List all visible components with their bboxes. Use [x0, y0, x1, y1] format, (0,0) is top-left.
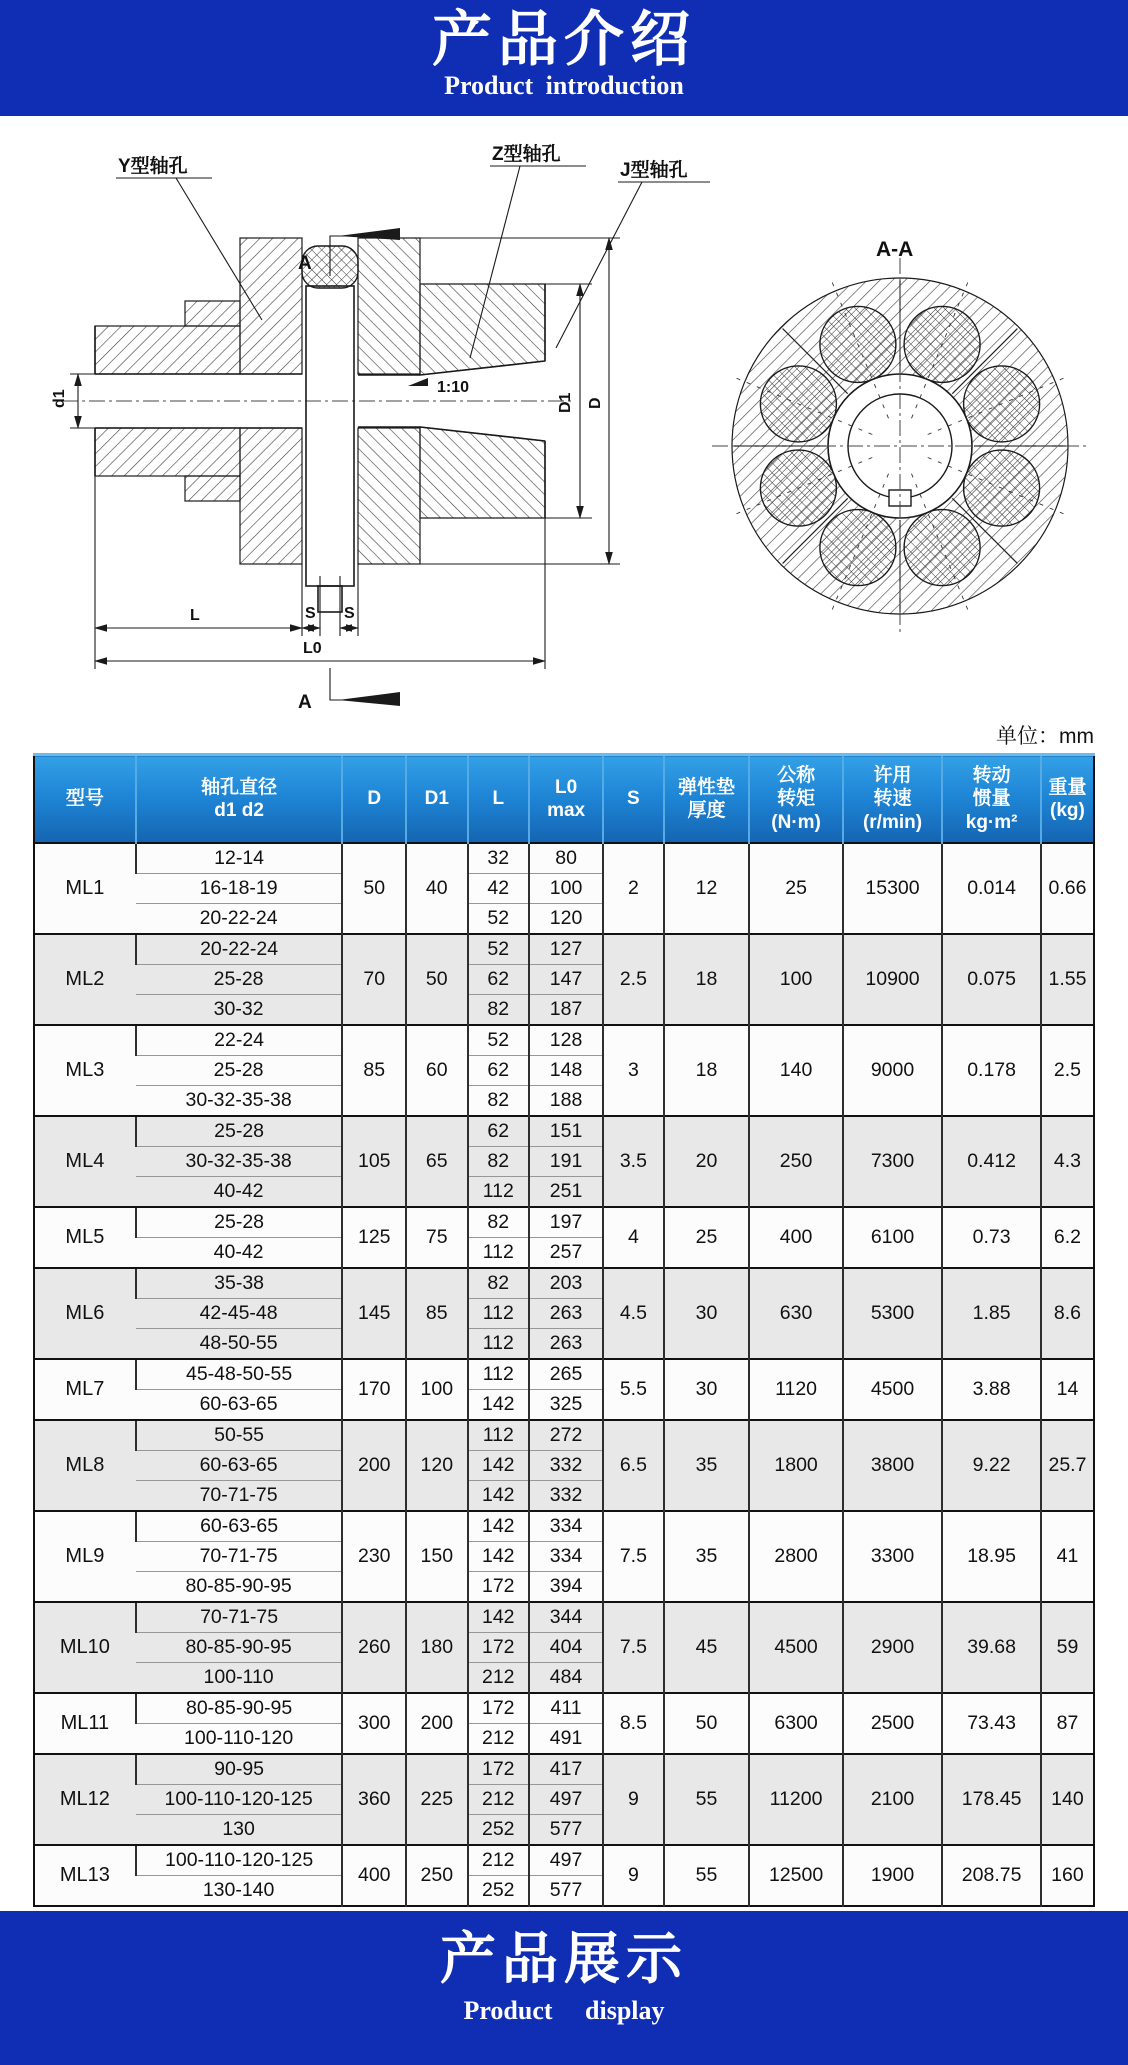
table-cell: 60 [406, 1025, 467, 1116]
table-cell: 225 [406, 1754, 467, 1845]
col-header-8: 公称 转矩 (N·m) [749, 755, 842, 844]
table-row [34, 1511, 1094, 1542]
table-cell: 142 [468, 1542, 529, 1572]
table-cell: 491 [529, 1724, 603, 1755]
table-cell: 170 [342, 1359, 406, 1420]
table-cell: 35-38 [136, 1268, 343, 1299]
table-cell: 12500 [749, 1845, 842, 1906]
table-cell: 212 [468, 1785, 529, 1815]
table-cell: 42-45-48 [136, 1299, 343, 1329]
table-cell: 18.95 [942, 1511, 1041, 1602]
table-cell: 52 [468, 1025, 529, 1056]
table-cell: 151 [529, 1116, 603, 1147]
table-cell: 112 [468, 1420, 529, 1451]
table-cell: 251 [529, 1177, 603, 1208]
table-cell: 80-85-90-95 [136, 1572, 343, 1603]
left-section-view [51, 142, 710, 713]
table-row [34, 1025, 1094, 1056]
table-cell: 9.22 [942, 1420, 1041, 1511]
table-cell: 100-110-120-125 [136, 1785, 343, 1815]
table-cell: 73.43 [942, 1693, 1041, 1754]
table-row [34, 843, 1094, 874]
table-cell: 178.45 [942, 1754, 1041, 1845]
table-cell: 4 [603, 1207, 663, 1268]
table-cell: 80-85-90-95 [136, 1633, 343, 1663]
table-cell: 75 [406, 1207, 467, 1268]
table-cell: 3300 [843, 1511, 943, 1602]
table-cell: 3800 [843, 1420, 943, 1511]
table-cell: 30 [664, 1359, 750, 1420]
table-cell: 14 [1041, 1359, 1094, 1420]
right-hub-top [420, 284, 545, 375]
table-cell: 40-42 [136, 1177, 343, 1208]
table-cell: 25-28 [136, 965, 343, 995]
table-cell: 250 [406, 1845, 467, 1906]
left-collar-top [185, 301, 240, 326]
table-cell: 60-63-65 [136, 1511, 343, 1542]
table-cell: 70-71-75 [136, 1542, 343, 1572]
table-cell: 4.5 [603, 1268, 663, 1359]
table-cell: 6.5 [603, 1420, 663, 1511]
table-cell: 112 [468, 1177, 529, 1208]
table-cell: 52 [468, 904, 529, 935]
table-cell: 0.412 [942, 1116, 1041, 1207]
table-cell: 130 [136, 1815, 343, 1846]
table-row [34, 1693, 1094, 1724]
table-cell: 142 [468, 1481, 529, 1512]
table-cell: 250 [749, 1116, 842, 1207]
table-cell: 7300 [843, 1116, 943, 1207]
table-cell: 35 [664, 1511, 750, 1602]
table-cell: 90-95 [136, 1754, 343, 1785]
left-collar-bottom [185, 476, 240, 501]
table-cell: 212 [468, 1724, 529, 1755]
table-cell: 45 [664, 1602, 750, 1693]
table-cell: 400 [749, 1207, 842, 1268]
table-cell: 6.2 [1041, 1207, 1094, 1268]
table-cell: 25-28 [136, 1207, 343, 1238]
spec-table-body [34, 843, 1094, 1906]
col-header-2: D [342, 755, 406, 844]
table-cell: 1.55 [1041, 934, 1094, 1025]
table-cell: 2100 [843, 1754, 943, 1845]
right-flange-bottom [358, 428, 420, 564]
table-cell: 1900 [843, 1845, 943, 1906]
table-cell: 188 [529, 1086, 603, 1117]
table-cell: 20-22-24 [136, 934, 343, 965]
table-cell: ML5 [34, 1207, 136, 1268]
table-cell: 80 [529, 843, 603, 874]
table-cell: 212 [468, 1663, 529, 1694]
table-cell: 120 [406, 1420, 467, 1511]
spec-table-head [34, 755, 1094, 844]
table-cell: 150 [406, 1511, 467, 1602]
table-cell: 10900 [843, 934, 943, 1025]
aa-view-label: A-A [876, 238, 914, 261]
table-cell: 272 [529, 1420, 603, 1451]
table-cell: 7.5 [603, 1602, 663, 1693]
table-cell: 6100 [843, 1207, 943, 1268]
table-cell: 55 [664, 1845, 750, 1906]
table-cell: 62 [468, 1116, 529, 1147]
table-cell: 82 [468, 1207, 529, 1238]
table-cell: 9 [603, 1754, 663, 1845]
table-row [34, 1420, 1094, 1451]
table-cell: 2.5 [603, 934, 663, 1025]
dim-S-label: S [344, 605, 355, 622]
dim-L-label: L [190, 607, 200, 624]
table-cell: 25 [664, 1207, 750, 1268]
table-cell: 172 [468, 1754, 529, 1785]
z-bore-label: Z型轴孔 [492, 144, 561, 165]
table-cell: 15300 [843, 843, 943, 934]
table-cell: 260 [342, 1602, 406, 1693]
col-header-3: D1 [406, 755, 467, 844]
table-cell: 172 [468, 1633, 529, 1663]
table-cell: 20-22-24 [136, 904, 343, 935]
table-cell: 20 [664, 1116, 750, 1207]
dim-d1-label: d1 [51, 389, 68, 408]
table-cell: 325 [529, 1390, 603, 1421]
table-cell: 39.68 [942, 1602, 1041, 1693]
table-row [34, 1268, 1094, 1299]
table-cell: 411 [529, 1693, 603, 1724]
table-row [34, 1207, 1094, 1238]
table-cell: 48-50-55 [136, 1329, 343, 1360]
table-cell: 344 [529, 1602, 603, 1633]
table-cell: 45-48-50-55 [136, 1359, 343, 1390]
table-cell: 9000 [843, 1025, 943, 1116]
table-cell: 70 [342, 934, 406, 1025]
table-cell: 4500 [749, 1602, 842, 1693]
table-cell: 120 [529, 904, 603, 935]
table-cell: 2800 [749, 1511, 842, 1602]
table-cell: 0.73 [942, 1207, 1041, 1268]
top-banner [0, 0, 1128, 116]
left-hub-bottom [95, 428, 240, 476]
technical-drawing [0, 116, 1128, 723]
table-cell: 1120 [749, 1359, 842, 1420]
table-cell: 6300 [749, 1693, 842, 1754]
table-row [34, 1359, 1094, 1390]
table-cell: 577 [529, 1876, 603, 1907]
table-cell: 334 [529, 1511, 603, 1542]
aa-section-view [712, 238, 1088, 634]
page-title: 产品介绍 [432, 6, 696, 73]
table-cell: 0.66 [1041, 843, 1094, 934]
table-cell: 263 [529, 1329, 603, 1360]
table-cell: 332 [529, 1481, 603, 1512]
col-header-6: S [603, 755, 663, 844]
table-cell: 7.5 [603, 1511, 663, 1602]
table-cell: 208.75 [942, 1845, 1041, 1906]
table-cell: 230 [342, 1511, 406, 1602]
col-header-1: 轴孔直径 d1 d2 [136, 755, 343, 844]
table-cell: ML4 [34, 1116, 136, 1207]
table-cell: ML11 [34, 1693, 136, 1754]
table-cell: 142 [468, 1451, 529, 1481]
table-cell: 125 [342, 1207, 406, 1268]
table-cell: 147 [529, 965, 603, 995]
table-cell: 12-14 [136, 843, 343, 874]
table-cell: ML10 [34, 1602, 136, 1693]
table-cell: 35 [664, 1420, 750, 1511]
table-cell: 0.178 [942, 1025, 1041, 1116]
table-cell: 484 [529, 1663, 603, 1694]
table-cell: 25-28 [136, 1116, 343, 1147]
table-cell: ML12 [34, 1754, 136, 1845]
table-cell: 82 [468, 1086, 529, 1117]
table-cell: 112 [468, 1359, 529, 1390]
table-cell: 630 [749, 1268, 842, 1359]
table-cell: 60-63-65 [136, 1390, 343, 1421]
page-subtitle: Product introduction [444, 71, 684, 100]
table-cell: 100 [529, 874, 603, 904]
table-cell: 4.3 [1041, 1116, 1094, 1207]
taper-label: 1:10 [437, 379, 470, 396]
table-cell: 160 [1041, 1845, 1094, 1906]
table-cell: 18 [664, 1025, 750, 1116]
bottom-banner [0, 1911, 1128, 2065]
table-cell: 42 [468, 874, 529, 904]
table-cell: 50-55 [136, 1420, 343, 1451]
table-cell: 187 [529, 995, 603, 1026]
table-cell: 85 [342, 1025, 406, 1116]
leader-line [556, 182, 642, 348]
table-cell: 263 [529, 1299, 603, 1329]
bottom-title: 产品展示 [440, 1927, 688, 1990]
table-cell: 130-140 [136, 1876, 343, 1907]
table-cell: 2900 [843, 1602, 943, 1693]
table-cell: 70-71-75 [136, 1481, 343, 1512]
unit-note: 单位：mm [996, 725, 1094, 748]
table-cell: 334 [529, 1542, 603, 1572]
table-cell: 0.014 [942, 843, 1041, 934]
table-cell: 1800 [749, 1420, 842, 1511]
table-cell: 180 [406, 1602, 467, 1693]
table-cell: 3.5 [603, 1116, 663, 1207]
spec-table [33, 753, 1095, 1907]
section-A-top-label: A [298, 253, 312, 274]
table-cell: 112 [468, 1329, 529, 1360]
table-cell: 70-71-75 [136, 1602, 343, 1633]
table-cell: ML6 [34, 1268, 136, 1359]
table-cell: 404 [529, 1633, 603, 1663]
taper-flag-icon [408, 378, 428, 386]
table-cell: 400 [342, 1845, 406, 1906]
table-cell: 80-85-90-95 [136, 1693, 343, 1724]
table-cell: 145 [342, 1268, 406, 1359]
table-cell: 360 [342, 1754, 406, 1845]
table-cell: ML9 [34, 1511, 136, 1602]
table-cell: 59 [1041, 1602, 1094, 1693]
table-cell: 105 [342, 1116, 406, 1207]
dim-D-label: D [587, 397, 604, 409]
table-cell: 100-110-120 [136, 1724, 343, 1755]
table-cell: 62 [468, 965, 529, 995]
table-cell: 265 [529, 1359, 603, 1390]
table-cell: 2.5 [1041, 1025, 1094, 1116]
spider-foot [318, 586, 342, 612]
table-cell: 197 [529, 1207, 603, 1238]
table-cell: 577 [529, 1815, 603, 1846]
left-hub-top [95, 326, 240, 374]
table-cell: 11200 [749, 1754, 842, 1845]
table-cell: 172 [468, 1693, 529, 1724]
table-cell: 300 [342, 1693, 406, 1754]
bottom-subtitle: Product display [463, 1995, 665, 2025]
table-cell: 417 [529, 1754, 603, 1785]
unit-note-row [0, 723, 1128, 753]
table-cell: 200 [342, 1420, 406, 1511]
dim-L0-label: L0 [303, 640, 322, 657]
table-cell: 25-28 [136, 1056, 343, 1086]
table-cell: 212 [468, 1845, 529, 1876]
table-cell: 142 [468, 1390, 529, 1421]
col-header-10: 转动 惯量 kg·m² [942, 755, 1041, 844]
table-cell: ML8 [34, 1420, 136, 1511]
table-cell: ML13 [34, 1845, 136, 1906]
table-cell: 112 [468, 1299, 529, 1329]
table-row [34, 1845, 1094, 1876]
dim-S-label: S [305, 605, 316, 622]
table-cell: ML2 [34, 934, 136, 1025]
section-A-bottom-label: A [298, 692, 312, 713]
table-cell: 12 [664, 843, 750, 934]
table-cell: 62 [468, 1056, 529, 1086]
col-header-5: L0 max [529, 755, 603, 844]
table-cell: 3.88 [942, 1359, 1041, 1420]
table-cell: 148 [529, 1056, 603, 1086]
table-cell: 25 [749, 843, 842, 934]
table-cell: 40 [406, 843, 467, 934]
table-cell: 497 [529, 1785, 603, 1815]
table-cell: 100 [406, 1359, 467, 1420]
table-cell: 191 [529, 1147, 603, 1177]
col-header-9: 许用 转速 (r/min) [843, 755, 943, 844]
table-cell: 3 [603, 1025, 663, 1116]
table-cell: ML3 [34, 1025, 136, 1116]
table-cell: 16-18-19 [136, 874, 343, 904]
left-flange-bottom [240, 428, 302, 564]
right-flange-top [358, 238, 420, 374]
table-cell: 65 [406, 1116, 467, 1207]
coupling-drawing-svg [0, 116, 1128, 718]
table-cell: 22-24 [136, 1025, 343, 1056]
table-cell: 40-42 [136, 1238, 343, 1269]
table-cell: 52 [468, 934, 529, 965]
table-cell: 87 [1041, 1693, 1094, 1754]
section-arrow-icon [338, 692, 400, 706]
spider-column [306, 286, 354, 586]
table-cell: 394 [529, 1572, 603, 1603]
table-cell: 252 [468, 1876, 529, 1907]
table-cell: 128 [529, 1025, 603, 1056]
table-cell: 18 [664, 934, 750, 1025]
left-flange-top [240, 238, 302, 374]
table-cell: 252 [468, 1815, 529, 1846]
j-bore-label: J型轴孔 [620, 160, 688, 181]
table-cell: 127 [529, 934, 603, 965]
table-row [34, 1602, 1094, 1633]
table-cell: 50 [664, 1693, 750, 1754]
table-cell: 112 [468, 1238, 529, 1269]
table-cell: 41 [1041, 1511, 1094, 1602]
table-cell: 9 [603, 1845, 663, 1906]
table-cell: 2 [603, 843, 663, 934]
table-cell: 82 [468, 995, 529, 1026]
col-header-7: 弹性垫 厚度 [664, 755, 750, 844]
table-cell: 30 [664, 1268, 750, 1359]
col-header-11: 重量 (kg) [1041, 755, 1094, 844]
table-cell: 2500 [843, 1693, 943, 1754]
table-cell: 497 [529, 1845, 603, 1876]
table-cell: 203 [529, 1268, 603, 1299]
table-cell: 82 [468, 1147, 529, 1177]
table-cell: 200 [406, 1693, 467, 1754]
table-cell: 8.6 [1041, 1268, 1094, 1359]
table-cell: 4500 [843, 1359, 943, 1420]
table-cell: 0.075 [942, 934, 1041, 1025]
table-cell: 85 [406, 1268, 467, 1359]
table-cell: 55 [664, 1754, 750, 1845]
table-cell: 8.5 [603, 1693, 663, 1754]
table-cell: 60-63-65 [136, 1451, 343, 1481]
table-cell: 82 [468, 1268, 529, 1299]
table-cell: 5300 [843, 1268, 943, 1359]
table-cell: 25.7 [1041, 1420, 1094, 1511]
table-cell: 30-32-35-38 [136, 1147, 343, 1177]
table-cell: 142 [468, 1602, 529, 1633]
table-cell: 140 [1041, 1754, 1094, 1845]
table-row [34, 1116, 1094, 1147]
table-cell: 142 [468, 1511, 529, 1542]
table-cell: 172 [468, 1572, 529, 1603]
table-row [34, 1754, 1094, 1785]
right-hub-bottom [420, 427, 545, 518]
table-cell: 30-32-35-38 [136, 1086, 343, 1117]
col-header-0: 型号 [34, 755, 136, 844]
table-cell: 100-110-120-125 [136, 1845, 343, 1876]
table-cell: 50 [342, 843, 406, 934]
table-cell: 140 [749, 1025, 842, 1116]
table-cell: 50 [406, 934, 467, 1025]
table-cell: ML1 [34, 843, 136, 934]
col-header-4: L [468, 755, 529, 844]
table-cell: 32 [468, 843, 529, 874]
table-row [34, 934, 1094, 965]
y-bore-label: Y型轴孔 [118, 156, 188, 177]
table-cell: 30-32 [136, 995, 343, 1026]
table-cell: 332 [529, 1451, 603, 1481]
table-cell: 100 [749, 934, 842, 1025]
table-cell: 5.5 [603, 1359, 663, 1420]
table-cell: ML7 [34, 1359, 136, 1420]
table-cell: 257 [529, 1238, 603, 1269]
dim-D1-label: D1 [557, 392, 574, 413]
table-cell: 1.85 [942, 1268, 1041, 1359]
table-cell: 100-110 [136, 1663, 343, 1694]
